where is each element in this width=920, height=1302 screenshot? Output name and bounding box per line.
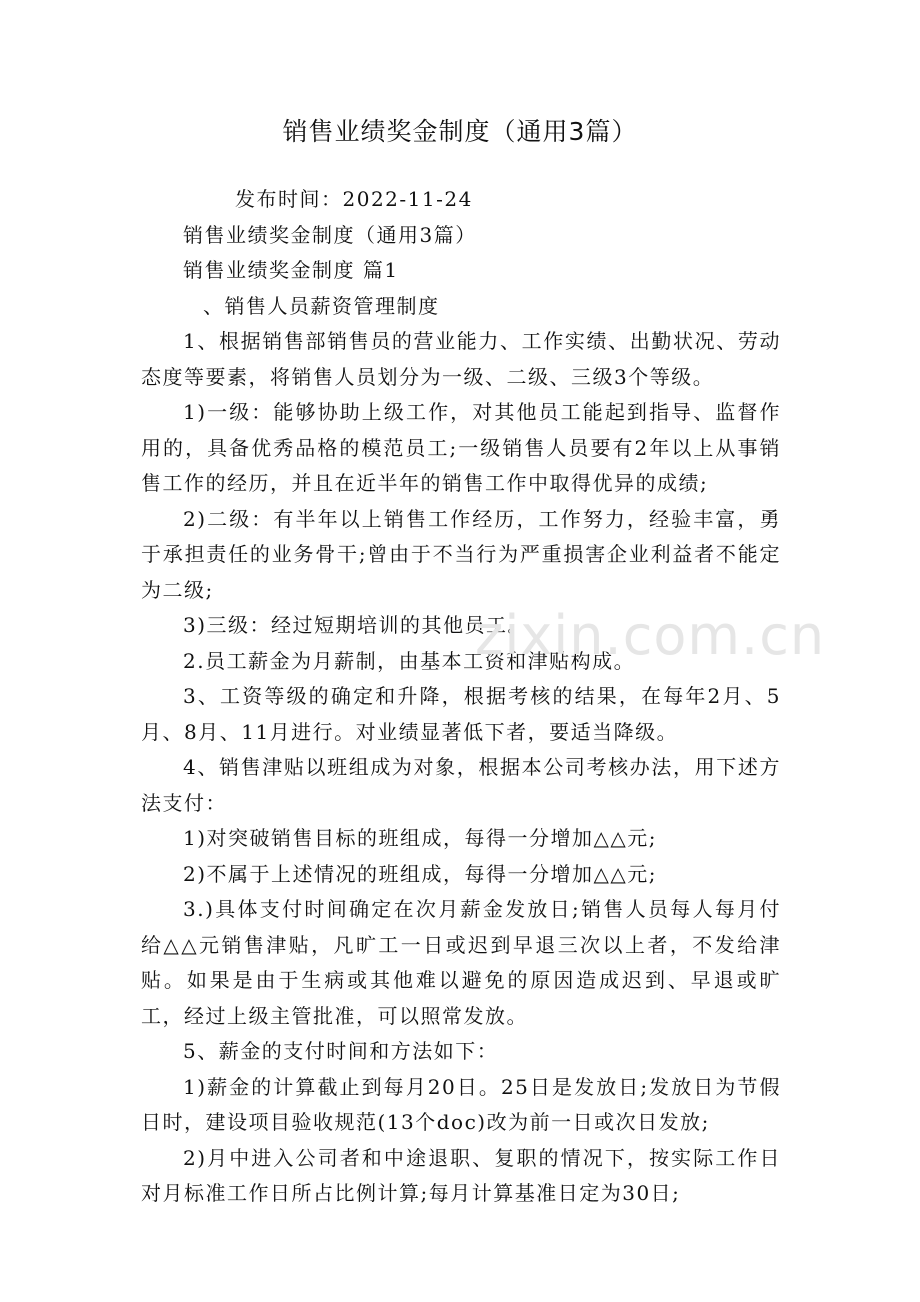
- paragraph: 2)二级：有半年以上销售工作经历，工作努力，经验丰富，勇于承担责任的业务骨干;曾由于不当行为严重损害企业利益者不能定为二级;: [141, 506, 781, 602]
- paragraph: 2.员工薪金为月薪制，由基本工资和津贴构成。: [183, 648, 636, 673]
- paragraph: 3、工资等级的确定和升降，根据考核的结果，在每年2月、5月、8月、11月进行。对业绩显著低下者，要适当降级。: [141, 684, 781, 744]
- section-heading: 销售业绩奖金制度 篇1: [183, 258, 399, 282]
- publish-date: 发布时间：2022-11-24: [235, 187, 473, 211]
- paragraph: 4、销售津贴以班组成为对象，根据本公司考核办法，用下述方法支付：: [141, 755, 781, 815]
- paragraph: 3)三级：经过短期培训的其他员工。: [183, 613, 530, 637]
- document-body: [141, 182, 781, 1212]
- paragraph: 1)薪金的计算截止到每月20日。25日是发放日;发放日为节假日时，建设项目验收规范(13个doc)改为前一日或次日发放;: [141, 1074, 781, 1134]
- watermark-logo: zixin.com.cn: [475, 604, 826, 667]
- paragraph: 1)对突破销售目标的班组成，每得一分增加△△元;: [183, 826, 658, 850]
- paragraph: 3.)具体支付时间确定在次月薪金发放日;销售人员每人每月付给△△元销售津贴，凡旷工一日或迟到早退三次以上者，不发给津贴。如果是由于生病或其他难以避免的原因造成迟到、早退或旷工，经过上级主管批准，可以照常发放。: [141, 897, 781, 1028]
- document-title: 销售业绩奖金制度（通用3篇）: [282, 117, 638, 146]
- paragraph: 销售业绩奖金制度（通用3篇）: [183, 222, 477, 247]
- paragraph: 5、薪金的支付时间和方法如下：: [183, 1039, 499, 1063]
- paragraph: 1)一级：能够协助上级工作，对其他员工能起到指导、监督作用的，具备优秀品格的模范员工;一级销售人员要有2年以上从事销售工作的经历，并且在近半年的销售工作中取得优异的成绩;: [141, 400, 781, 495]
- paragraph: 2)月中进入公司者和中途退职、复职的情况下，按实际工作日对月标准工作日所占比例计算;每月计算基准日定为30日;: [141, 1145, 781, 1205]
- paragraph: 2)不属于上述情况的班组成，每得一分增加△△元;: [183, 861, 658, 886]
- subsection-heading: 、销售人员薪资管理制度: [203, 293, 440, 318]
- paragraph: 1、根据销售部销售员的营业能力、工作实绩、出勤状况、劳动态度等要素，将销售人员划分为一级、二级、三级3个等级。: [141, 329, 781, 389]
